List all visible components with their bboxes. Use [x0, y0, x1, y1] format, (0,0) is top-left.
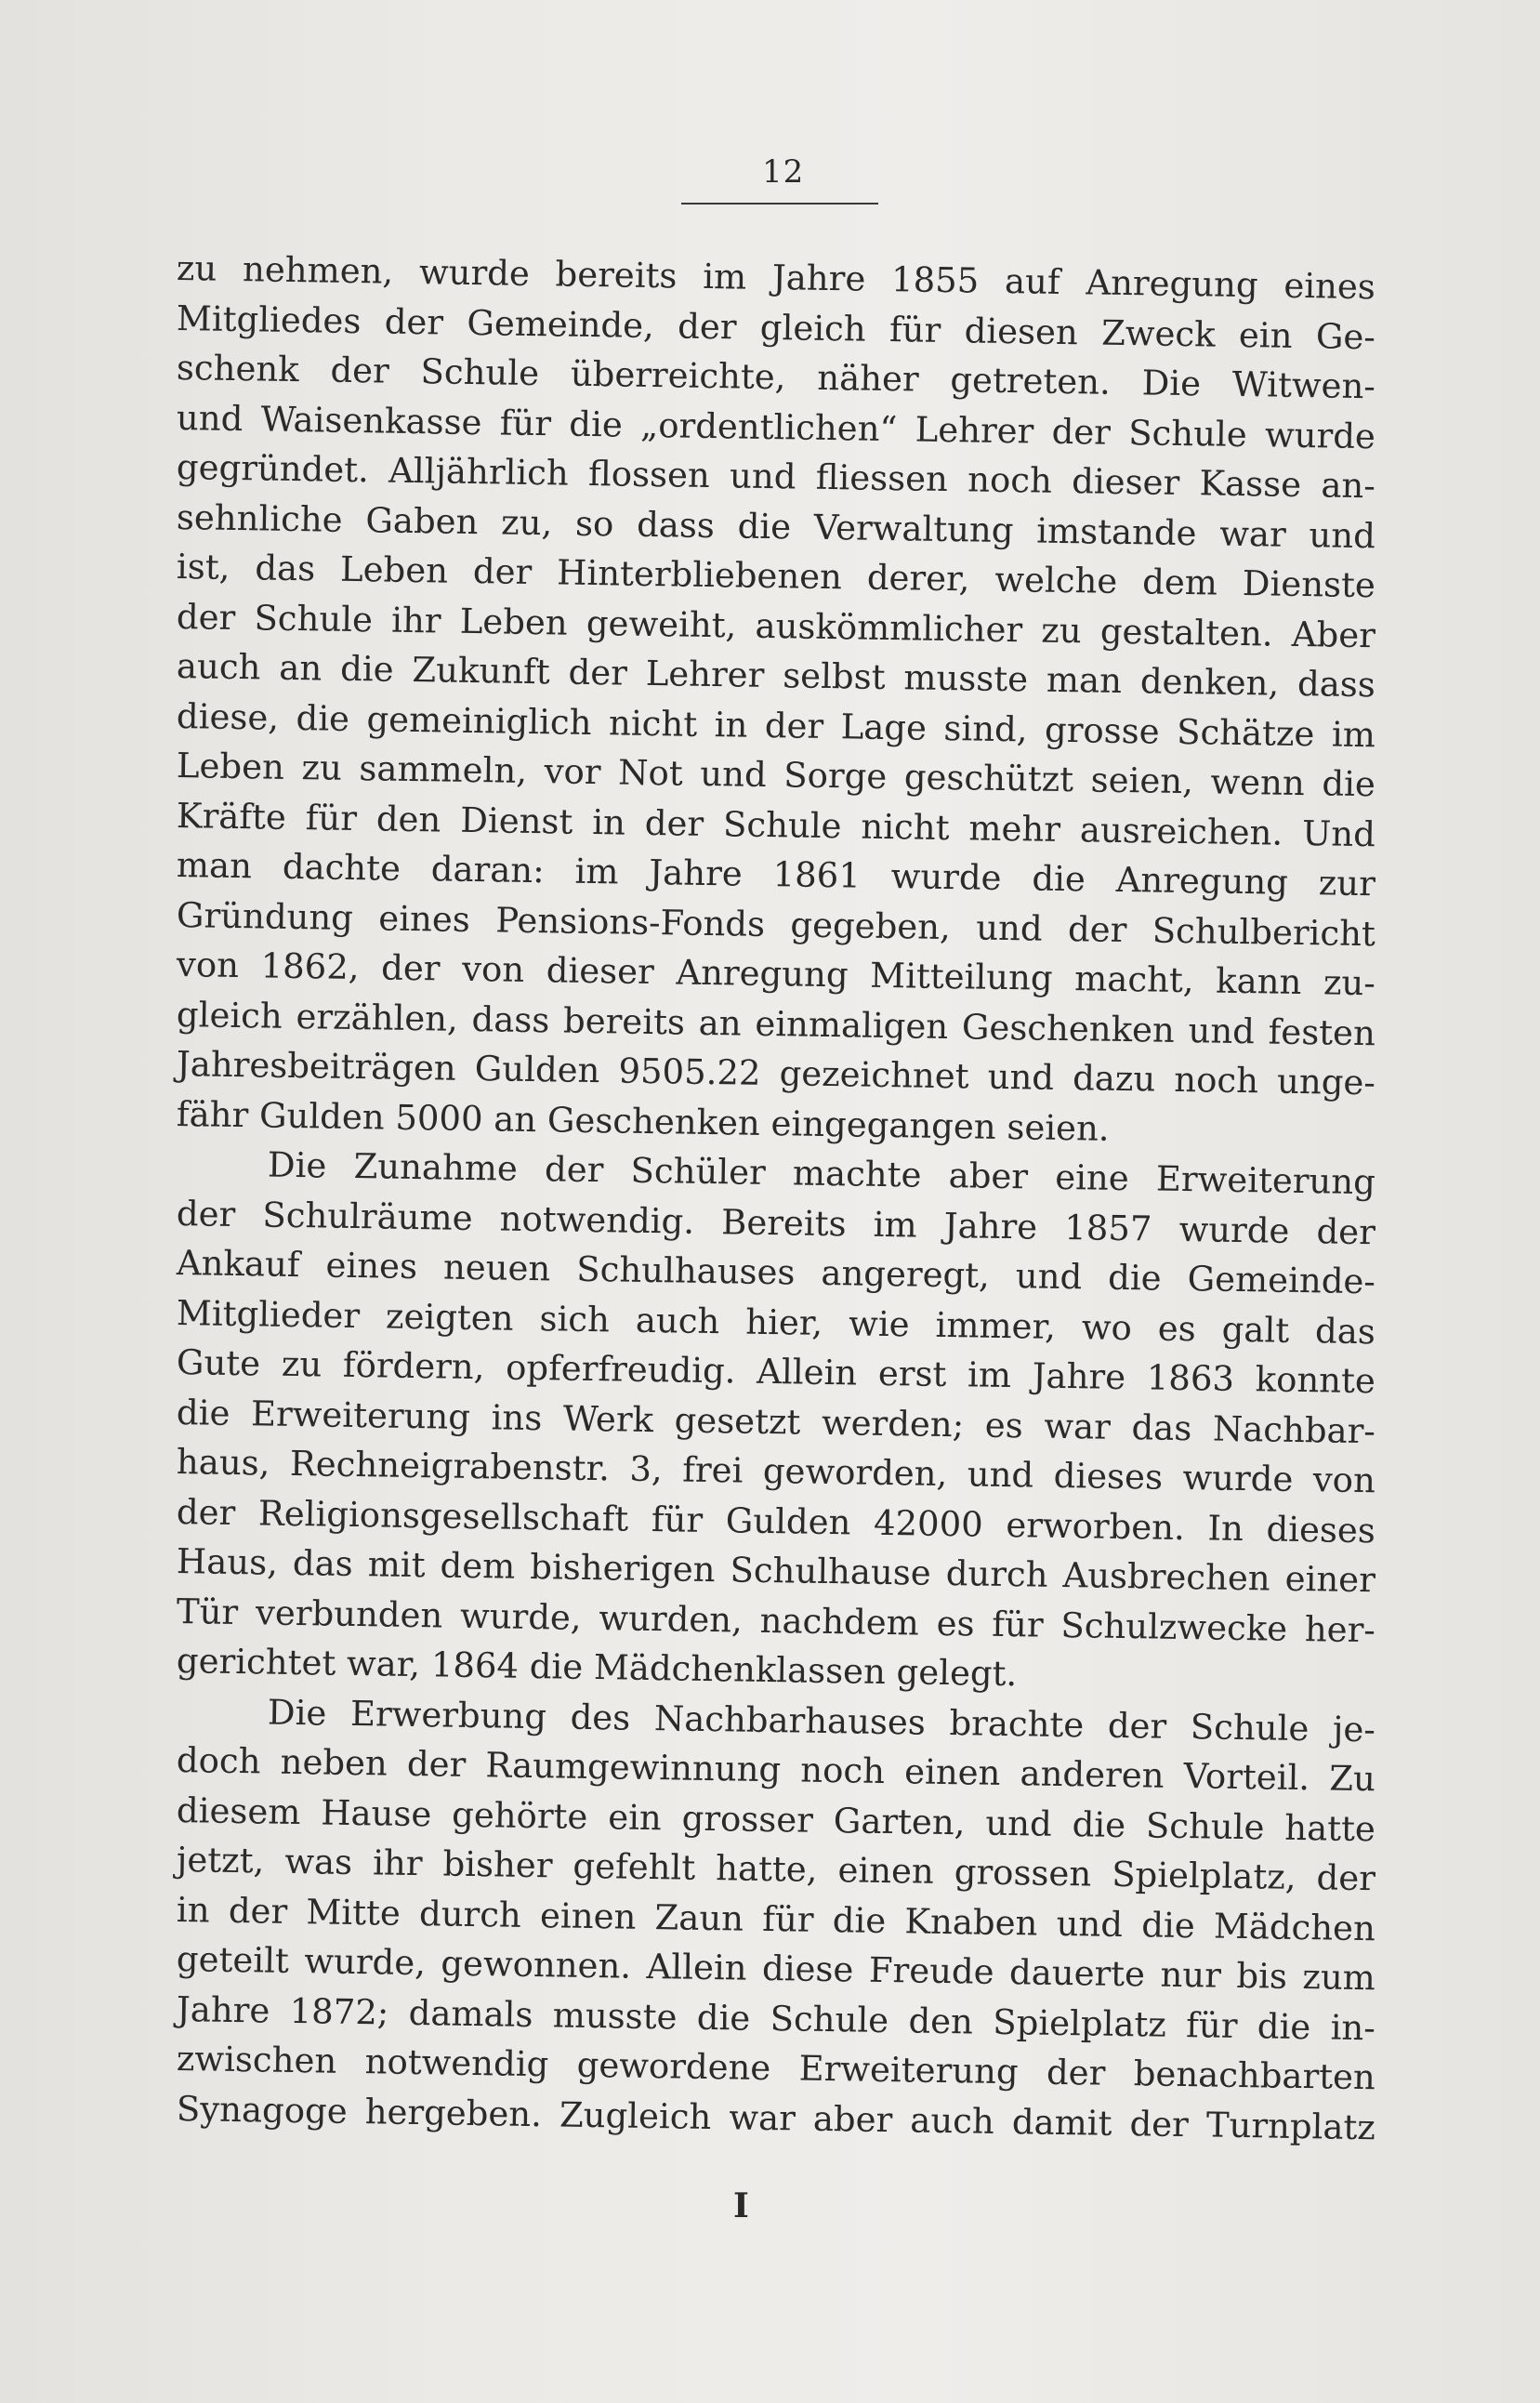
- text-line: gegründet. Alljährlich flossen und fliessen noch dieser Kasse an-: [176, 447, 1376, 507]
- page-number: 12: [762, 153, 805, 191]
- text-line: zu nehmen, wurde bereits im Jahre 1855 auf Anregung eines: [176, 248, 1376, 308]
- body-text: [176, 244, 1376, 2147]
- text-line: gleich erzählen, dass bereits an einmaligen Geschenken und festen: [176, 994, 1376, 1053]
- text-line: Ankauf eines neuen Schulhauses angeregt, und die Gemeinde-: [176, 1243, 1376, 1302]
- text-line: schenk der Schule überreichte, näher getreten. Die Witwen-: [176, 348, 1376, 407]
- text-line: Synagoge hergeben. Zugleich war aber auch damit der Turnplatz: [176, 2088, 1376, 2147]
- text-line: der Schulräume notwendig. Bereits im Jahre 1857 wurde der: [176, 1193, 1376, 1252]
- text-line: Jahresbeiträgen Gulden 9505.22 gezeichnet und dazu noch unge-: [176, 1044, 1376, 1103]
- text-line: Gründung eines Pensions-Fonds gegeben, und der Schulbericht: [176, 894, 1376, 954]
- text-line: man dachte daran: im Jahre 1861 wurde die Anregung zur: [176, 845, 1376, 904]
- text-line: der Religionsgesellschaft für Gulden 42000 erworben. In dieses: [176, 1491, 1376, 1551]
- text-line: die Erweiterung ins Werk gesetzt werden; es war das Nachbar-: [176, 1392, 1376, 1451]
- text-line: Die Zunahme der Schüler machte aber eine Erweiterung: [267, 1144, 1376, 1203]
- text-line: Mitgliedes der Gemeinde, der gleich für diesen Zweck ein Ge-: [176, 297, 1376, 357]
- text-line: in der Mitte durch einen Zaun für die Knaben und die Mädchen: [176, 1889, 1376, 1948]
- text-line: diesem Hause gehörte ein grosser Garten, und die Schule hatte: [176, 1789, 1376, 1849]
- text-line: Leben zu sammeln, vor Not und Sorge geschützt seien, wenn die: [176, 746, 1376, 805]
- text-line: zwischen notwendig gewordene Erweiterung der benachbarten: [176, 2039, 1376, 2098]
- text-line: jetzt, was ihr bisher gefehlt hatte, einen grossen Spielplatz, der: [176, 1840, 1376, 1899]
- text-line: doch neben der Raumgewinnung noch einen anderen Vorteil. Zu: [176, 1740, 1376, 1800]
- header-rule: [681, 203, 878, 205]
- printer-signature-mark: I: [733, 2186, 749, 2225]
- text-line: Gute zu fördern, opferfreudig. Allein erst im Jahre 1863 konnte: [176, 1342, 1376, 1402]
- text-line: Haus, das mit dem bisherigen Schulhause durch Ausbrechen einer: [176, 1541, 1376, 1601]
- text-line: ist, das Leben der Hinterbliebenen derer, welche dem Dienste: [176, 547, 1376, 606]
- text-line: gerichtet war, 1864 die Mädchenklassen gelegt.: [176, 1641, 1018, 1695]
- text-line: Jahre 1872; damals musste die Schule den Spielplatz für die in-: [176, 1988, 1376, 2048]
- text-line: sehnliche Gaben zu, so dass die Verwaltung imstande war und: [176, 496, 1376, 556]
- text-line: von 1862, der von dieser Anregung Mitteilung macht, kann zu-: [176, 944, 1376, 1004]
- text-line: Kräfte für den Dienst in der Schule nicht mehr ausreichen. Und: [176, 795, 1376, 854]
- text-line: Mitglieder zeigten sich auch hier, wie immer, wo es galt das: [176, 1292, 1376, 1352]
- text-line: Die Erwerbung des Nachbarhauses brachte der Schule je-: [267, 1692, 1376, 1749]
- text-line: und Waisenkasse für die „ordentlichen“ Lehrer der Schule wurde: [176, 397, 1376, 456]
- text-line: diese, die gemeiniglich nicht in der Lage sind, grosse Schätze im: [176, 695, 1376, 755]
- text-line: auch an die Zukunft der Lehrer selbst musste man denken, dass: [176, 646, 1376, 706]
- text-line: haus, Rechneigrabenstr. 3, frei geworden, und dieses wurde von: [176, 1442, 1376, 1501]
- text-line: geteilt wurde, gewonnen. Allein diese Freude dauerte nur bis zum: [176, 1939, 1376, 1999]
- text-line: fähr Gulden 5000 an Geschenken eingegangen seien.: [176, 1093, 1110, 1149]
- text-line: der Schule ihr Leben geweiht, auskömmlicher zu gestalten. Aber: [176, 596, 1376, 655]
- text-line: Tür verbunden wurde, wurden, nachdem es für Schulzwecke her-: [176, 1591, 1376, 1650]
